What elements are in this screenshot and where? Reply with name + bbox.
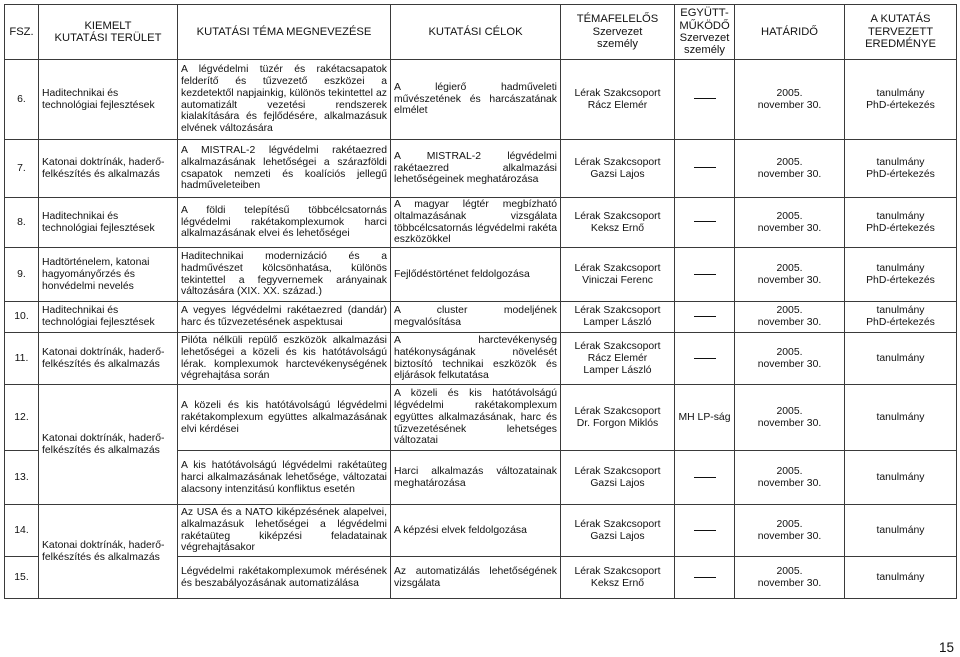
research-topic-cell: A vegyes légvédelmi rakétaezred (dandár) harc és tűzvezetésének aspektusai (178, 302, 391, 333)
header-responsible: TÉMAFELELŐS Szervezet személy (561, 5, 675, 60)
row-number: 10. (5, 302, 39, 333)
partner-cell (675, 557, 735, 599)
header-deadline: HATÁRIDŐ (735, 5, 845, 60)
result-cell: tanulmány PhD-értekezés (845, 60, 957, 140)
research-goal-cell: Harci alkalmazás változatainak meghatározása (391, 451, 561, 505)
deadline-cell: 2005. november 30. (735, 248, 845, 302)
deadline-cell: 2005. november 30. (735, 60, 845, 140)
partner-cell (675, 198, 735, 248)
table-row (5, 302, 957, 333)
research-area-cell: Katonai doktrínák, haderő-felkészítés és alkalmazás (39, 333, 178, 385)
header-row (5, 5, 957, 60)
dash-mark (694, 530, 716, 531)
research-goal-cell: A légierő hadműveleti művészetének és harcászatának elmélet (391, 60, 561, 140)
result-cell: tanulmány PhD-értekezés (845, 198, 957, 248)
page-number: 15 (938, 640, 954, 655)
research-topic-cell: Haditechnikai modernizáció és a hadművészet kölcsönhatása, különös tekintettel a fegyvernemek arányainak változására (XIX. XX. század.) (178, 248, 391, 302)
dash-mark (694, 477, 716, 478)
responsible-cell: Lérak Szakcsoport Viniczai Ferenc (561, 248, 675, 302)
row-number: 12. (5, 385, 39, 451)
partner-cell (675, 451, 735, 505)
research-topic-cell: A kis hatótávolságú légvédelmi rakétaüteg harci alkalmazásának lehetősége, változatai alacsony intenzitású konfliktus esetén (178, 451, 391, 505)
deadline-cell: 2005. november 30. (735, 302, 845, 333)
deadline-cell: 2005. november 30. (735, 198, 845, 248)
result-cell: tanulmány PhD-értekezés (845, 248, 957, 302)
research-plan-table (4, 4, 957, 599)
research-topic-cell: A MISTRAL-2 légvédelmi rakétaezred alkalmazásának lehetőségei a szárazföldi csapatok nemzeti és koalíciós jellegű hadműveleteiben (178, 140, 391, 198)
research-goal-cell: A MISTRAL-2 légvédelmi rakétaezred alkalmazási lehetőségeinek meghatározása (391, 140, 561, 198)
table-row (5, 198, 957, 248)
dash-mark (694, 316, 716, 317)
row-number: 15. (5, 557, 39, 599)
research-area-cell: Haditechnikai és technológiai fejlesztések (39, 198, 178, 248)
dash-mark (694, 221, 716, 222)
row-number: 13. (5, 451, 39, 505)
research-topic-cell: Az USA és a NATO kiképzésének alapelvei, alkalmazásuk lehetőségei a légvédelmi rakétaüteg kiképzési feladatainak végrehajtásakor (178, 505, 391, 557)
research-topic-cell: Pilóta nélküli repülő eszközök alkalmazási lehetőségei a közeli és kis hatótávolságú lérak. komplexumok harctevékenységének végrehajtása során (178, 333, 391, 385)
dash-mark (694, 167, 716, 168)
responsible-cell: Lérak Szakcsoport Gazsi Lajos (561, 451, 675, 505)
table-row (5, 140, 957, 198)
partner-cell (675, 140, 735, 198)
research-area-cell: Hadtörténelem, katonai hagyományőrzés és honvédelmi nevelés (39, 248, 178, 302)
header-number: FSZ. (5, 5, 39, 60)
table-row (5, 60, 957, 140)
partner-cell (675, 505, 735, 557)
research-goal-cell: Az automatizálás lehetőségének vizsgálata (391, 557, 561, 599)
header-research-area: KIEMELT KUTATÁSI TERÜLET (39, 5, 178, 60)
research-topic-cell: Légvédelmi rakétakomplexumok mérésének és beszabályozásának automatizálása (178, 557, 391, 599)
responsible-cell: Lérak Szakcsoport Dr. Forgon Miklós (561, 385, 675, 451)
row-number: 9. (5, 248, 39, 302)
result-cell: tanulmány (845, 385, 957, 451)
result-cell: tanulmány PhD-értekezés (845, 302, 957, 333)
result-cell: tanulmány PhD-értekezés (845, 140, 957, 198)
responsible-cell: Lérak Szakcsoport Keksz Ernő (561, 198, 675, 248)
result-cell: tanulmány (845, 451, 957, 505)
partner-cell (675, 60, 735, 140)
research-topic-cell: A földi telepítésű többcélcsatornás légvédelmi rakétakomplexumok harci alkalmazásának elvei és lehetőségei (178, 198, 391, 248)
dash-mark (694, 358, 716, 359)
research-area-cell: Haditechnikai és technológiai fejlesztések (39, 60, 178, 140)
responsible-cell: Lérak Szakcsoport Rácz Elemér Lamper László (561, 333, 675, 385)
research-goal-cell: A harctevékenység hatékonyságának növelését biztosító technikai eszközök és eljárások felkutatása (391, 333, 561, 385)
result-cell: tanulmány (845, 505, 957, 557)
responsible-cell: Lérak Szakcsoport Lamper László (561, 302, 675, 333)
partner-cell (675, 302, 735, 333)
table-row (5, 333, 957, 385)
row-number: 8. (5, 198, 39, 248)
table-row (5, 248, 957, 302)
responsible-cell: Lérak Szakcsoport Keksz Ernő (561, 557, 675, 599)
deadline-cell: 2005. november 30. (735, 333, 845, 385)
research-goal-cell: A cluster modeljének megvalósítása (391, 302, 561, 333)
research-goal-cell: A közeli és kis hatótávolságú légvédelmi rakétakomplexum együttes alkalmazásának, harc és tűzvezetésének lehetséges változatai (391, 385, 561, 451)
responsible-cell: Lérak Szakcsoport Rácz Elemér (561, 60, 675, 140)
row-number: 14. (5, 505, 39, 557)
research-topic-cell: A légvédelmi tüzér és rakétacsapatok felderítő és tűzvezető eszközei a kezdetektől napjainkig, különös tekintettel az automatizált vezetési rendszerek kialakítására és fejlődésére, alkalmazásuk elvének változására (178, 60, 391, 140)
research-area-cell: Katonai doktrínák, haderő-felkészítés és alkalmazás (39, 140, 178, 198)
research-goal-cell: A magyar légtér megbízható oltalmazásának vizsgálata többcélcsatornás légvédelmi rakéta eszközökkel (391, 198, 561, 248)
partner-cell: MH LP-ság (675, 385, 735, 451)
responsible-cell: Lérak Szakcsoport Gazsi Lajos (561, 140, 675, 198)
table-row (5, 505, 957, 557)
dash-mark (694, 274, 716, 275)
header-research-topic: KUTATÁSI TÉMA MEGNEVEZÉSE (178, 5, 391, 60)
research-area-cell: Katonai doktrínák, haderő-felkészítés és alkalmazás (39, 385, 178, 505)
responsible-cell: Lérak Szakcsoport Gazsi Lajos (561, 505, 675, 557)
header-planned-result: A KUTATÁS TERVEZETT EREDMÉNYE (845, 5, 957, 60)
result-cell: tanulmány (845, 333, 957, 385)
research-topic-cell: A közeli és kis hatótávolságú légvédelmi rakétakomplexum együttes alkalmazásának elvi kérdései (178, 385, 391, 451)
partner-cell (675, 333, 735, 385)
dash-mark (694, 577, 716, 578)
deadline-cell: 2005. november 30. (735, 451, 845, 505)
result-cell: tanulmány (845, 557, 957, 599)
table-row (5, 385, 957, 451)
deadline-cell: 2005. november 30. (735, 140, 845, 198)
header-research-goals: KUTATÁSI CÉLOK (391, 5, 561, 60)
deadline-cell: 2005. november 30. (735, 505, 845, 557)
row-number: 11. (5, 333, 39, 385)
dash-mark (694, 98, 716, 99)
header-partner: EGYÜTT- MŰKÖDŐ Szervezet személy (675, 5, 735, 60)
research-goal-cell: A képzési elvek feldolgozása (391, 505, 561, 557)
research-goal-cell: Fejlődéstörténet feldolgozása (391, 248, 561, 302)
deadline-cell: 2005. november 30. (735, 557, 845, 599)
research-area-cell: Katonai doktrínák, haderő-felkészítés és alkalmazás (39, 505, 178, 599)
row-number: 6. (5, 60, 39, 140)
row-number: 7. (5, 140, 39, 198)
partner-cell (675, 248, 735, 302)
research-area-cell: Haditechnikai és technológiai fejlesztések (39, 302, 178, 333)
deadline-cell: 2005. november 30. (735, 385, 845, 451)
